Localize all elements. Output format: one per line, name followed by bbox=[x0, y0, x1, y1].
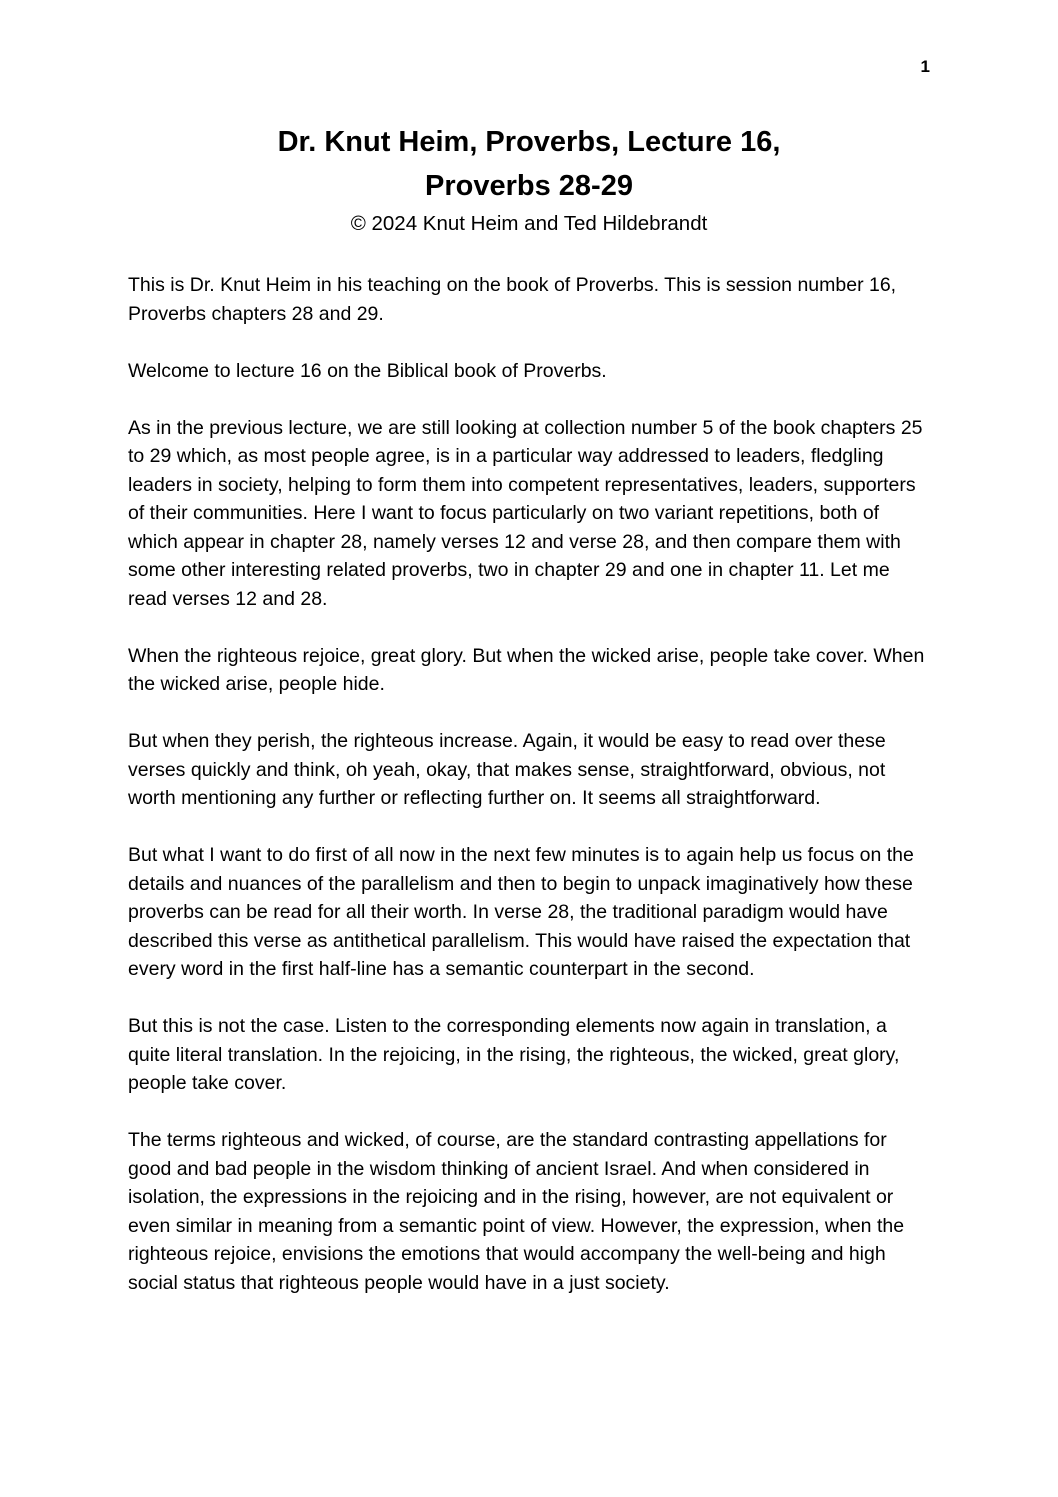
page-number: 1 bbox=[920, 57, 930, 76]
paragraph: When the righteous rejoice, great glory. But when the wicked arise, people take cover. When the wicked arise, people hide. bbox=[128, 644, 925, 695]
paragraph: As in the previous lecture, we are still looking at collection number 5 of the book chapters 25 to 29 which, as most people agree, is in a particular way addressed to leaders, fledgling leaders in society, helping to form them into competent representatives, leaders, supporters of their communities. Here I want to focus particularly on two variant repetitions, both of which appear in chapter 28, namely verses 12 and verse 28, and then compare them with some other interesting related proverbs, two in chapter 29 and one in chapter 11. Let me read verses 12 and 28. bbox=[128, 416, 923, 610]
paragraph: Welcome to lecture 16 on the Biblical book of Proverbs. bbox=[128, 359, 607, 382]
copyright-line: © 2024 Knut Heim and Ted Hildebrandt bbox=[350, 212, 708, 235]
paragraph: This is Dr. Knut Heim in his teaching on the book of Proverbs. This is session number 16, Proverbs chapters 28 and 29. bbox=[128, 274, 897, 325]
paragraph: The terms righteous and wicked, of course, are the standard contrasting appellations for good and bad people in the wisdom thinking of ancient Israel. And when considered in isolation, the expressions in the rejoicing and in the rising, however, are not equivalent or even similar in meaning from a semantic point of view. However, the expression, when the righteous rejoice, envisions the emotions that would accompany the well-being and high social status that righteous people would have in a just society. bbox=[128, 1129, 905, 1294]
paragraph: But what I want to do first of all now in the next few minutes is to again help us focus on the details and nuances of the parallelism and then to begin to unpack imaginatively how these proverbs can be read for all their worth. In verse 28, the traditional paradigm would have described this verse as antithetical parallelism. This would have raised the expectation that every word in the first half-line has a semantic counterpart in the second. bbox=[128, 844, 914, 980]
transcript-body bbox=[128, 271, 930, 1297]
paragraph: But this is not the case. Listen to the corresponding elements now again in translation, a quite literal translation. In the rejoicing, in the rising, the righteous, the wicked, great glory, people take cover. bbox=[128, 1015, 900, 1094]
document-title bbox=[128, 120, 930, 208]
title-line-1: Dr. Knut Heim, Proverbs, Lecture 16, bbox=[277, 126, 781, 158]
title-line-2: Proverbs 28-29 bbox=[425, 170, 633, 202]
paragraph: But when they perish, the righteous increase. Again, it would be easy to read over these verses quickly and think, oh yeah, okay, that makes sense, straightforward, obvious, not worth mentioning any further or reflecting further on. It seems all straightforward. bbox=[128, 730, 886, 809]
